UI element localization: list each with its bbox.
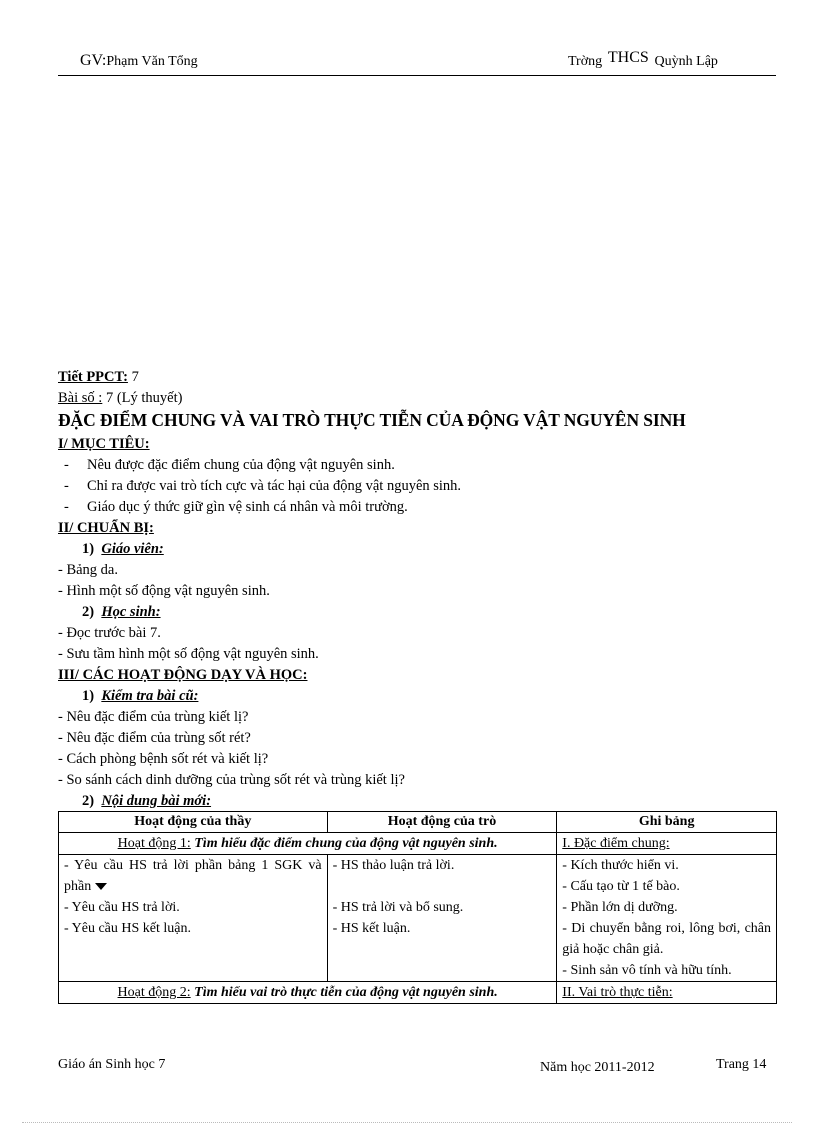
bai-label: Bài số :	[58, 390, 103, 406]
hs-subheading: 2) Học sinh:	[82, 604, 161, 620]
footer-year: Năm học 2011-2012	[540, 1060, 655, 1075]
teacher-cell	[59, 855, 328, 982]
board2-heading	[557, 982, 777, 1004]
teacher-name: Phạm Văn Tổng	[106, 54, 198, 69]
section1-item-text: Nêu được đặc điểm chung của động vật nguyên sinh.	[86, 457, 395, 473]
activity-table	[58, 811, 777, 1004]
tiet-label: Tiết PPCT:	[58, 369, 128, 385]
triangle-down-icon	[95, 883, 107, 890]
list-item: - Cách phòng bệnh sốt rét và kiết lị?	[58, 751, 269, 767]
col-header-student: Hoạt động của trò	[327, 812, 557, 833]
gv-subheading-text: Giáo viên:	[101, 541, 164, 557]
tiet-line	[58, 367, 139, 388]
table-row	[59, 833, 777, 855]
footer-left: Giáo án Sinh học 7	[58, 1057, 166, 1072]
board1-heading-text: I. Đặc điểm chung:	[562, 836, 670, 851]
table-row	[59, 982, 777, 1004]
activity2-text: Tìm hiểu vai trò thực tiễn của động vật nguyên sinh.	[190, 985, 498, 1000]
list-item: - Nêu đặc điểm của trùng sốt rét?	[58, 730, 251, 746]
footer-page: Trang 14	[716, 1057, 767, 1072]
list-item: - Bảng da.	[58, 562, 118, 578]
section1-item: - Chỉ ra được vai trò tích cực và tác hại của động vật nguyên sinh.	[64, 478, 462, 494]
bai-line	[58, 388, 182, 409]
list-item: - Sưu tầm hình một số động vật nguyên sinh.	[58, 646, 319, 662]
bai-value: 7 (Lý thuyết)	[102, 390, 183, 406]
section1-item-text: Giáo dục ý thức giữ gìn vệ sinh cá nhân và môi trường.	[86, 499, 408, 515]
board2-heading-text: II. Vai trò thực tiễn:	[562, 985, 673, 1000]
lesson-title: ĐẶC ĐIỂM CHUNG VÀ VAI TRÒ THỰC TIỄN CỦA ĐỘNG VẬT NGUYÊN SINH	[58, 410, 686, 430]
gv-label: GV:	[80, 52, 107, 69]
teacher-item	[64, 855, 322, 897]
teacher-item: - Yêu cầu HS trả lời.	[64, 900, 180, 915]
table-row	[59, 855, 777, 982]
nd-subheading-text: Nội dung bài mới:	[101, 793, 212, 809]
list-item: - So sánh cách dinh dưỡng của trùng sốt rét và trùng kiết lị?	[58, 772, 405, 788]
school-type: THCS	[607, 49, 649, 66]
activity2-heading	[59, 982, 557, 1004]
board1-heading	[557, 833, 777, 855]
kt-subheading-text: Kiểm tra bài cũ:	[101, 688, 199, 704]
spacer	[333, 876, 552, 897]
student-item: - HS kết luận.	[332, 921, 411, 936]
gv-subheading: 1) Giáo viên:	[82, 541, 164, 557]
tiet-value: 7	[127, 369, 139, 385]
col-header-teacher: Hoạt động của thầy	[59, 812, 328, 833]
section1-heading: I/ MỤC TIÊU:	[58, 436, 150, 452]
table-header-row	[59, 812, 777, 833]
header-school	[568, 49, 718, 70]
board-item: - Kích thước hiển vi.	[562, 858, 679, 873]
school-prefix: Trờng	[568, 54, 603, 69]
section3-heading: III/ CÁC HOẠT ĐỘNG DẠY VÀ HỌC:	[58, 667, 308, 683]
col-header-board: Ghi bảng	[557, 812, 777, 833]
activity2-label: Hoạt động 2:	[117, 985, 191, 1000]
list-item: - Hình một số động vật nguyên sinh.	[58, 583, 270, 599]
header-rule	[58, 75, 776, 76]
board-item: - Sinh sản vô tính và hữu tính.	[562, 963, 732, 978]
section1-item: - Giáo dục ý thức giữ gìn vệ sinh cá nhân và môi trường.	[64, 499, 408, 515]
kt-subheading: 1) Kiểm tra bài cũ:	[82, 688, 199, 704]
nd-subheading: 2) Nội dung bài mới:	[82, 793, 212, 809]
board-cell	[557, 855, 777, 982]
header-teacher	[80, 52, 198, 70]
teacher-item-text: - Yêu cầu HS trả lời phần bảng 1 SGK và phần	[64, 858, 322, 894]
board-item: - Di chuyển bằng roi, lông bơi, chân giả hoặc chân giả.	[562, 921, 771, 957]
student-cell	[327, 855, 557, 982]
activity1-heading	[59, 833, 557, 855]
board-item: - Cấu tạo từ 1 tế bào.	[562, 879, 680, 894]
school-name: Quỳnh Lập	[654, 54, 718, 69]
student-item: - HS thảo luận trả lời.	[332, 858, 455, 873]
section1-item: - Nêu được đặc điểm chung của động vật nguyên sinh.	[64, 457, 395, 473]
board-item: - Phần lớn dị dưỡng.	[562, 900, 678, 915]
hs-subheading-text: Học sinh:	[101, 604, 161, 620]
teacher-item: - Yêu cầu HS kết luận.	[64, 921, 191, 936]
student-item: - HS trả lời và bổ sung.	[332, 900, 464, 915]
section1-item-text: Chỉ ra được vai trò tích cực và tác hại của động vật nguyên sinh.	[86, 478, 462, 494]
list-item: - Nêu đặc điểm của trùng kiết lị?	[58, 709, 249, 725]
activity1-text: Tìm hiểu đặc điểm chung của động vật nguyên sinh.	[190, 836, 498, 851]
activity1-label: Hoạt động 1:	[117, 836, 191, 851]
list-item: - Đọc trước bài 7.	[58, 625, 161, 641]
section2-heading: II/ CHUẨN BỊ:	[58, 520, 154, 536]
